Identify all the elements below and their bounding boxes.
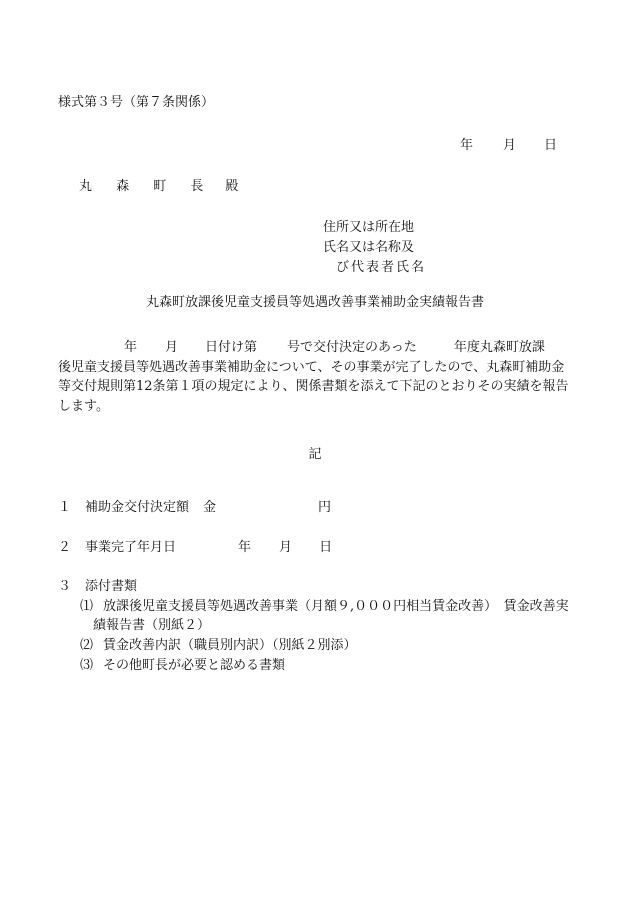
attachment-text: その他町長が必要と認める書類 <box>103 658 286 673</box>
item-attachments <box>58 577 137 596</box>
item-completion-date <box>58 538 332 557</box>
body-paragraph <box>58 338 578 416</box>
sender-name-label: 氏名又は名称及 <box>323 240 415 255</box>
body-line-3: 等交付規則第12条第１項の規定により、関係書類を添えて下記のとおりその実績を報告 <box>58 379 569 394</box>
attachment-1 <box>80 597 569 616</box>
date-month: 月 <box>503 138 517 153</box>
addressee-honorific: 殿 <box>225 179 249 194</box>
amount-prefix: 金 <box>203 500 217 515</box>
body-month: 月 <box>165 340 179 355</box>
body-year: 年 <box>124 340 138 355</box>
completion-month: 月 <box>279 540 293 555</box>
sender-block <box>323 218 453 278</box>
document-title: 丸森町放課後児童支援員等処遇改善事業補助金実績報告書 <box>145 295 484 310</box>
ki-heading: 記 <box>308 447 322 462</box>
body-decision-text: 号で交付決定のあった <box>287 340 417 355</box>
item-label: 添付書類 <box>85 579 138 594</box>
attachment-number: ⑵ <box>80 638 94 653</box>
attachment-number: ⑶ <box>80 658 94 673</box>
body-date-suffix: 日付け第 <box>205 340 258 355</box>
item-number: ３ <box>58 579 72 594</box>
body-line-2: 後児童支援員等処遇改善事業補助金について、その事業が完了したので、丸森町補助金 <box>58 359 565 375</box>
item-label: 事業完了年月日 <box>85 540 177 555</box>
attachment-2 <box>80 636 357 655</box>
body-line-1 <box>58 338 578 358</box>
addressee <box>79 177 248 196</box>
form-number: 様式第３号（第７条関係） <box>58 95 215 110</box>
body-fiscal-year-text: 年度丸森町放課 <box>453 340 545 355</box>
attachment-text: 賃金改善内訳（職員別内訳）（別紙２別添） <box>103 638 357 653</box>
body-line-4: します。 <box>58 398 109 414</box>
amount-unit: 円 <box>318 500 332 515</box>
attachment-1-continued: 績報告書（別紙２） <box>93 618 211 633</box>
item-number: ２ <box>58 540 72 555</box>
item-grant-amount <box>58 498 331 517</box>
sender-address-label: 住所又は所在地 <box>323 220 415 235</box>
date-day: 日 <box>544 138 558 153</box>
date-year: 年 <box>460 138 474 153</box>
sender-representative-label: び代表者氏名 <box>336 260 427 275</box>
date-line <box>460 136 557 155</box>
addressee-name: 丸 森 町 長 <box>79 179 214 194</box>
attachment-number: ⑴ <box>80 599 94 614</box>
attachment-text: 放課後児童支援員等処遇改善事業（月額９,０００円相当賃金改善） 賃金改善実 <box>103 599 569 614</box>
item-number: １ <box>58 500 72 515</box>
attachment-3 <box>80 656 285 675</box>
completion-day: 日 <box>319 540 333 555</box>
completion-year: 年 <box>238 540 252 555</box>
item-label: 補助金交付決定額 <box>85 500 190 515</box>
